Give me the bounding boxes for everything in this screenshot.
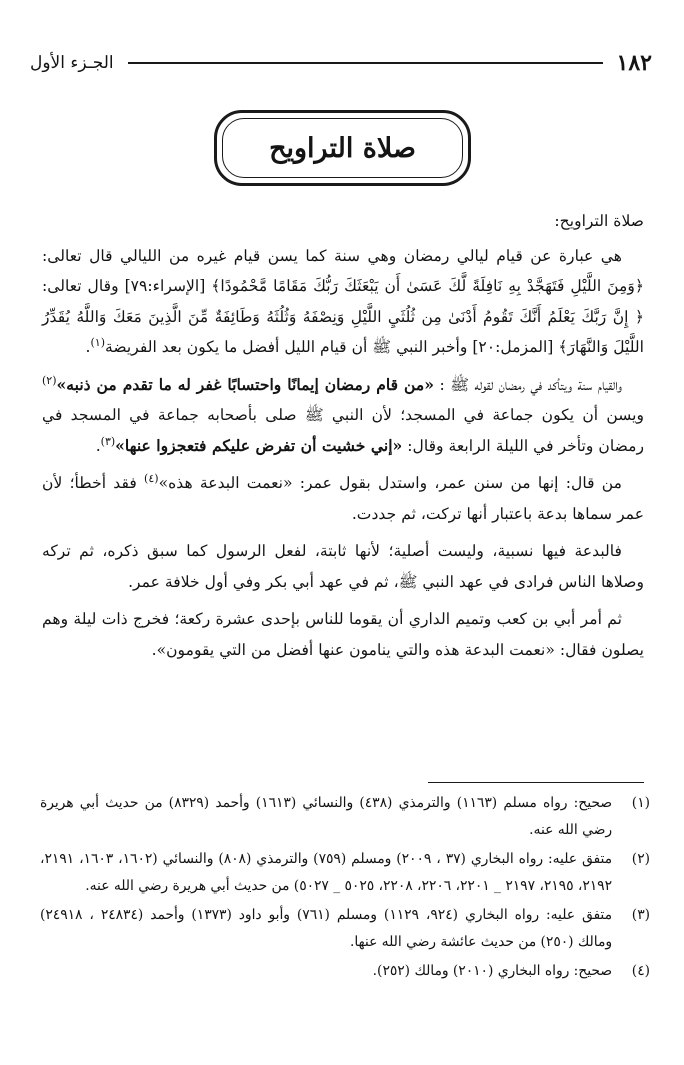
header-rule: [128, 62, 603, 64]
paragraph-2-text-a: والقيام سنة ويتأكد في رمضان لقوله ﷺ :: [439, 375, 623, 394]
paragraph-1-end: .: [85, 338, 91, 356]
paragraph-4: فالبدعة فيها نسبية، وليست أصلية؛ لأنها ثابتة، لفعل الرسول كما سبق ذكره، ثم تركه وصلاها الناس فرادى في عهد النبي ﷺ، ثم في عهد أبي بكر وفي أول خلافة عمر.: [42, 542, 644, 591]
hadith-quote-1: «من قام رمضان إيمانًا واحتسابًا غفر له ما تقدم من ذنبه»: [56, 374, 435, 394]
paragraph-2-end: .: [95, 436, 101, 455]
footnote-text: صحيح: رواه مسلم (١١٦٣) والترمذي (٤٣٨) والنسائي (١٦١٣) وأحمد (٨٣٢٩) من حديث أبي هريرة رضي الله عنه.: [40, 795, 612, 838]
chapter-title-frame: [214, 110, 471, 186]
footnote-2: [40, 846, 650, 900]
footnote-ref-3[interactable]: (٣): [100, 434, 116, 448]
footnote-number: (٢): [631, 851, 650, 867]
main-text: [42, 206, 644, 672]
chapter-title-inner-frame: [222, 118, 463, 178]
paragraph-2: [42, 370, 644, 462]
footnote-text: متفق عليه: رواه البخاري (٩٢٤، ١١٢٩) ومسلم (٧٦١) وأبو داود (١٣٧٣) وأحمد (٢٤٨٣٤ ، ٢٤٩١٨) ومالك (٢٥٠) من حديث عائشة رضي الله عنها.: [40, 907, 612, 950]
page-number: ١٨٢: [616, 50, 652, 76]
chapter-title: صلاة التراويح: [269, 132, 416, 164]
footnote-text: صحيح: رواه البخاري (٢٠١٠) ومالك (٢٥٢).: [372, 963, 612, 979]
page-header: [30, 48, 652, 78]
paragraph-5: ثم أمر أبي بن كعب وتميم الداري أن يقوما للناس بإحدى عشرة ركعة؛ فخرج ذات ليلة وهم يصلون فقال: «نعمت البدعة هذه والتي ينامون عنها أفضل من التي يقومون».: [42, 610, 644, 659]
footnote-ref-4[interactable]: (٤): [144, 471, 159, 485]
section-subheading: صلاة التراويح:: [554, 212, 644, 230]
footnote-number: (٣): [631, 907, 650, 923]
footnote-number: (١): [631, 795, 650, 811]
paragraph-3-text-a: من قال: إنها من سنن عمر، واستدل بقول عمر: «نعمت البدعة هذه»: [158, 474, 622, 492]
footnote-3: [40, 902, 650, 956]
quran-verse-1: ﴿وَمِنَ اللَّيْلِ فَتَهَجَّدْ بِهِ نَافِلَةً لَّكَ عَسَىٰ أَن يَبْعَثَكَ رَبُّكَ مَقَامًا مَّحْمُودًا﴾: [211, 277, 644, 295]
footnote-ref-1[interactable]: (١): [90, 335, 106, 349]
footnote-4: [40, 958, 650, 985]
paragraph-1-text-a: هي عبارة عن قيام ليالي رمضان وهي سنة كما يسن قيام غيره من الليالي قال تعالى:: [42, 246, 622, 265]
paragraph-1: [42, 241, 644, 363]
footnote-number: (٤): [631, 963, 650, 979]
footnote-1: [40, 790, 650, 844]
hadith-quote-2: «إني خشيت أن تفرض عليكم فتعجزوا عنها»: [115, 435, 403, 455]
footnote-ref-2[interactable]: (٢): [42, 373, 57, 387]
footnote-text: متفق عليه: رواه البخاري (٣٧ ، ٢٠٠٩) ومسلم (٧٥٩) والترمذي (٨٠٨) والنسائي (١٦٠٢، ١٦٠٣، ٢١٩١، ٢١٩٢، ٢١٩٥، ٢١٩٧ _ ٢٢٠١، ٢٢٠٦، ٢٢٠٨، ٥٠٢٥ _ ٥٠٢٧) من حديث أبي هريرة رضي الله عنه.: [40, 851, 613, 894]
paragraph-2-text-c: ويسن أن يكون جماعة في المسجد؛ لأن النبي ﷺ صلى بأصحابه جماعة في المسجد في رمضان وتأخر في الليلة الرابعة وقال:: [42, 406, 644, 455]
paragraph-3-text-b: فقد أخطأ؛ لأن عمر سماها بدعة باعتبار أنها تركت، ثم جددت.: [42, 474, 644, 523]
footnote-divider: [428, 782, 644, 783]
paragraph-1-text-e: [المزمل:٢٠] وأخبر النبي ﷺ أن قيام الليل أفضل ما يكون بعد الفريضة: [105, 338, 554, 356]
running-head: الجـزء الأول: [30, 53, 114, 73]
paragraph-1-text-c: [الإسراء:٧٩] وقال تعالى:: [42, 277, 206, 295]
quran-verse-2: ﴿ إِنَّ رَبَّكَ يَعْلَمُ أَنَّكَ تَقُومُ أَدْنَىٰ مِن ثُلُثَيِ اللَّيْلِ وَنِصْفَهُ وَثُلُثَهُ وَطَائِفَةٌ مِّنَ الَّذِينَ مَعَكَ وَاللَّهُ يُقَدِّرُ اللَّيْلَ وَالنَّهَارَ﴾: [42, 307, 644, 356]
paragraph-3: [42, 468, 644, 529]
footnotes: [40, 790, 650, 987]
